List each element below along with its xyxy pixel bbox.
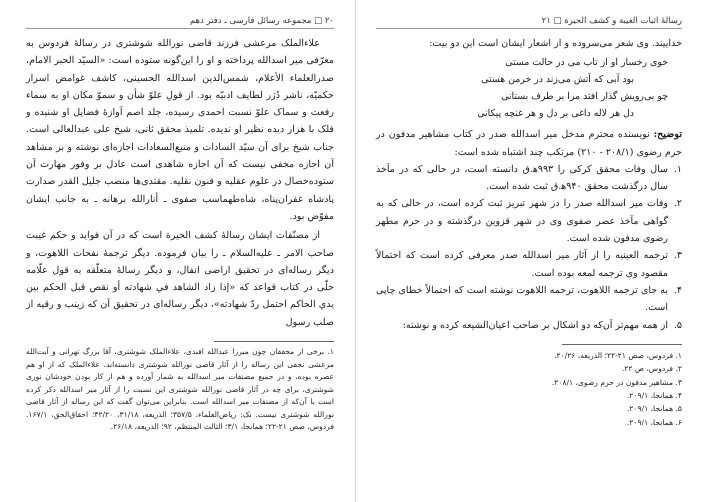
poem-verses bbox=[376, 54, 668, 122]
left-paragraph-2: از مصنّفات ایشان رسالهٔ کشف الحیرة است که در آن فواید و حکم غیبت صاحب الامر ـ علیه‌السلام ـ را بیان فرموده. دیگر ترجمهٔ نفحات اللاهوت، و دیگر رساله‌ای در تحقیق اراضی انفال، و دیگر رسالهٔ متعلّقه به قول علّامه حلّی در کتاب قواعد که «إذا زاد الشاهد في شهادته أو نقص قبل الحكم بين يدي الحاكم احتمل ردّ شهادته»، دیگر رساله‌ای در تحقیق آن که زینب و رقیه از صلب رسول bbox=[26, 230, 334, 328]
explanation-label: توضیح: bbox=[653, 129, 682, 141]
right-intro: خداییند. وی شعر می‌سروده و از اشعار ایشان است این دو بیت: bbox=[429, 38, 682, 49]
list-item bbox=[376, 282, 682, 317]
explanation-paragraph bbox=[376, 126, 682, 161]
footnote-4: ۴. همانجا، ۲۰۹/۱. bbox=[626, 391, 682, 401]
list-item-text: ترجمه العینیه را از آثار میر اسدالله صدر معرفی کرده است که احتمالاً مقصود وی ترجمه لمعه بوده است. bbox=[376, 250, 668, 279]
corrections-list bbox=[376, 161, 682, 334]
footnote-3: ۳. مشاهیر مدفون در حرم رضوی، ۲۰۸/۱. bbox=[551, 377, 682, 387]
list-item-number: ۳. bbox=[673, 250, 682, 262]
list-item bbox=[376, 161, 682, 196]
footnote-5: ۵. همانجا، ۲۰۹/۱. bbox=[626, 404, 682, 414]
list-item bbox=[376, 195, 682, 247]
list-item-number: ۲. bbox=[673, 198, 682, 210]
left-footnote: ۱. برخی از محققان چون میرزا عبدالله افندی، علاءالملک شوشتری، آقا بزرگ تهرانی و آیت‌الله مرعشی نجفی این رساله را از آثار قاضی نورالله شوشتری دانسته‌اند. علاءالملک که از او هم عصره بوده، و در جمیع مصنفات میر اسدالله به شمار آورده و هم از کار بودن خودشان نوری شوشتری، برای چه در آثار قاضی نورالله شوشتری این نسبت را از آثار میر اسدالله ذکر کرده است با آن‌که از مصنفات میر اسدالله است. بنابراین می‌توان گفت که این رساله از آثار قاضی نورالله شوشتری نیست. نک: ریاض‌العلماء، ۳۵۷/۵؛ الذریعه، ۳۱/۱۸، ۴۲/۲۰؛ احقاق‌الحق، ۱۶۷/۱. فردوس، صص ۲۱-۲۲؛ همانجا، ۳/۱؛ الثالث المنتظم، ۹۲؛ الذریعه، ۲۶/۱۸. bbox=[26, 347, 334, 432]
verse-line-2: بود آبی که آتش می‌زند در خرمن هستی bbox=[481, 74, 634, 86]
verse-line-4: دل هر لاله داغی بر دل و هر غنچه پیکانی bbox=[477, 108, 634, 120]
list-item-number: ۵. bbox=[673, 319, 682, 331]
list-item-number: ۱. bbox=[673, 163, 682, 175]
verse-line-3: چو بی‌رویش گذار افتد مرا بر طرف بستانی bbox=[501, 91, 668, 103]
explanation-text: نویسنده محترم مدخل میر اسدالله صدر در کتاب مشاهیر مدفون در حرم رضوی (۲۰۸/۱ - ۲۱۰) مرتکب چند اشتباه شده است: bbox=[376, 129, 682, 158]
list-item bbox=[376, 317, 682, 334]
right-page bbox=[356, 0, 712, 502]
verse-line-1: خوی رخسار او از تاب می در حالت مستی bbox=[505, 57, 668, 69]
list-item bbox=[376, 247, 682, 282]
list-item-text: از همه مهم‌تر آن‌که دو اشکال بر صاحب اعیان‌الشیعه کرده و نوشته: bbox=[402, 319, 668, 331]
left-paragraph-1: علاءالملک مرعشی فرزند قاضی نورالله شوشتری در رسالهٔ فردوس به معرّفی میر اسدالله پرداخته و او را این‌گونه ستوده است: «السیّد الحبر الامام، صدرالعلماء الأعلام، شمس‌الدین اسدالله الحسینی، کاشف غوامض اسرار حکمیّه، ناشر دُرَر لطایف ادبیّه بود. از قولِ علوّ شأن و سموّ مکان او به سماء رفعت و سماک علوّ نسبت احمدی رسیده، جلد اصم آوازهٔ فضایل او شنیده و فلک با هزار دیده نظیر او ندیده. تلمیذ محقق ثانی، شیخ علی عبدالعالی است. جناب شیخ برای آن سیّد السادات و منبع‌السعادات اجازه‌ای نوشته و بر مشاهد آن اجازه مخفی نیست که آن اجازه شاهدی است عادل بر وفور مهارت آن ستوده‌خصال در علوم عقلیه و فنون نقلیه. مقتدی‌ها منصب جلیل القدر صدارت پادشاه غفران‌پناه، شاه‌طهماسب صفوی ـ أنارالله برهانه ـ به جانب ایشان مفوّض بود. bbox=[26, 38, 334, 222]
footnote-6: ۶. همانجا، ۲۰۹/۱. bbox=[626, 417, 682, 427]
list-item-text: سال وفات محقق کرکی را ۹۹۳ه‍.ق دانسته است، در حالی که در مآخذ سال درگذشت محقق ۹۴۰ه‍.ق ثبت شده است. bbox=[376, 163, 668, 193]
right-footnotes bbox=[376, 349, 682, 429]
footnote-2: ۲. فردوس، ص ۲۲. bbox=[621, 364, 682, 374]
right-footnote-rule bbox=[562, 344, 682, 345]
left-footnote-rule bbox=[214, 341, 334, 342]
list-item-text: وفات میر اسدالله صدر را در شهر تبریز ثبت کرده است، در حالی که به گواهی مآخذ عصر صفوی وی در شهر قزوین درگذشته و در حرم مطهر رضوی مدفون شده است. bbox=[376, 198, 668, 245]
right-page-header: رسالهٔ اثبات الغیبة و کشف الحیرة □ ۲۱ bbox=[376, 14, 682, 29]
left-page-header: ۲۰ □ مجموعه رسائل فارسی ـ دفتر دهم bbox=[26, 14, 334, 29]
footnote-1: ۱. فردوس، صص ۲۱-۲۲؛ الذریعه، ۲۰/۲۶. bbox=[554, 350, 682, 360]
list-item-number: ۴. bbox=[673, 284, 682, 296]
list-item-text: به جای ترجمه اللاهوت، ترجمه اللاهوت نوشته است که احتمالاً خطای چاپی است. bbox=[376, 284, 668, 314]
